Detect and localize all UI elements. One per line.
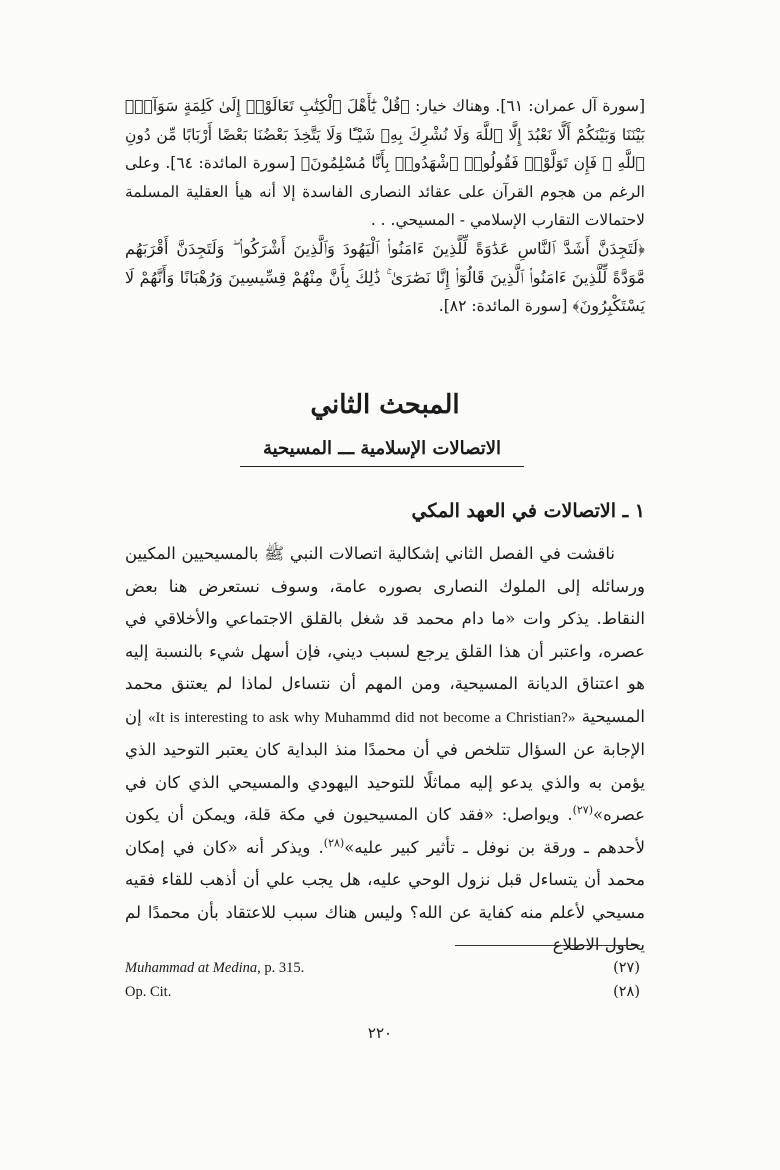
section-title: ١ ـ الاتصالات في العهد المكي <box>411 500 645 522</box>
body-text-part-3: . ويواصل: «فقد كان المسيحيون في مكة قلة، ويمكن أن يكون لأحدهم ـ ورقة بن نوفل ـ تأثير كبير عليه» <box>125 805 646 857</box>
body-paragraph <box>125 538 645 962</box>
english-quote: «It is interesting to ask why Muhammd did not become a Christian?» <box>148 709 576 726</box>
footnote-text: Muhammad at Medina, p. 315. <box>125 960 305 976</box>
top-paragraphs <box>125 92 645 321</box>
chapter-subheading: الاتصالات الإسلامية ـــ المسيحية <box>262 438 502 459</box>
footnote-number: (٢٨) <box>613 984 640 1000</box>
body-text-part-2: إن الإجابة عن السؤال تتلخص في أن محمدًا منذ البداية كان يعتبر التوحيد الذي يؤمن به والذي يدعو إليه مماثلًا للتوحيد اليهودي والمسيحي الذي كان في عصره» <box>125 706 645 824</box>
body-text-part-4: . ويذكر أنه «كان في إمكان محمد أن يتساءل قبل نزول الوحي عليه، هل يجب علي أن أذهب للقاء فقيه مسيحي لأعلم منه كفاية عن الله؟ وليس هناك سبب للاعتقاد بأن محمدًا لم يحاول الاطلاع <box>125 837 645 954</box>
footnote-number: (٢٧) <box>613 960 640 976</box>
body-text-part-1: ناقشت في الفصل الثاني إشكالية اتصالات النبي ﷺ بالمسيحيين المكيين ورسائله إلى الملوك النصارى بصوره عامة، وسوف نستعرض هنا بعض النقاط. يذكر وات «ما دام محمد قد شغل بالقلق الاجتماعي والأخلاقي في عصره، واعتبر أن هذا القلق يرجع لسبب ديني، فإن أسهل شيء بالنسبة إليه هو اعتناق الديانة المسيحية، ومن المهم أن نتساءل لماذا لم يعتنق محمد المسيحية <box>125 544 646 726</box>
footnote-text: Op. Cit. <box>125 984 172 1000</box>
footnote-ref-27: (٢٧) <box>572 803 593 817</box>
quran-verse: ﴿لَتَجِدَنَّ أَشَدَّ ٱلنَّاسِ عَدَٰوَةً لِّلَّذِينَ ءَامَنُوا۟ ٱلْيَهُودَ وَٱلَّذِينَ أَشْرَكُوا۟ ۖ وَلَتَجِدَنَّ أَقْرَبَهُم مَّوَدَّةً لِّلَّذِينَ ءَامَنُوا۟ ٱلَّذِينَ قَالُوٓا۟ إِنَّا نَصَٰرَىٰ ۚ ذَٰلِكَ بِأَنَّ مِنْهُمْ قِسِّيسِينَ وَرُهْبَانًا وَأَنَّهُمْ لَا يَسْتَكْبِرُونَ﴾ <box>125 238 645 316</box>
quote-paragraph-1: [سورة آل عمران: ٦١]. وهناك خيار: ﴿قُلْ يَٰٓأَهْلَ ٱلْكِتَٰبِ تَعَالَوْا۟ إِلَىٰ كَلِمَةٍ سَوَآءٍۭ بَيْنَنَا وَبَيْنَكُمْ أَلَّا نَعْبُدَ إِلَّا ٱللَّهَ وَلَا نُشْرِكَ بِهِۦ شَيْـًٔا وَلَا يَتَّخِذَ بَعْضُنَا بَعْضًا أَرْبَابًا مِّن دُونِ ٱللَّهِ ۚ فَإِن تَوَلَّوْا۟ فَقُولُوا۟ ٱشْهَدُوا۟ بِأَنَّا مُسْلِمُونَ﴾ [سورة المائدة: ٦٤]. وعلى الرغم من هجوم القرآن على عقائد النصارى الفاسدة إلا أنه هيأ العقلية المسلمة لاحتمالات التقارب الإسلامي - المسيحي. . . <box>125 97 645 230</box>
subheading-underline <box>240 466 524 467</box>
footnote-28 <box>125 981 640 1003</box>
quote-paragraph-2 <box>125 235 645 321</box>
footnote-separator <box>455 945 640 946</box>
quran-reference: [سورة المائدة: ٨٢]. <box>438 297 568 316</box>
body-text <box>125 538 645 962</box>
footnote-27 <box>125 957 640 979</box>
footnote-ref-28: (٢٨) <box>323 836 345 849</box>
page-number: ٢٢٠ <box>367 1024 393 1042</box>
chapter-heading: المبحث الثاني <box>310 390 460 420</box>
